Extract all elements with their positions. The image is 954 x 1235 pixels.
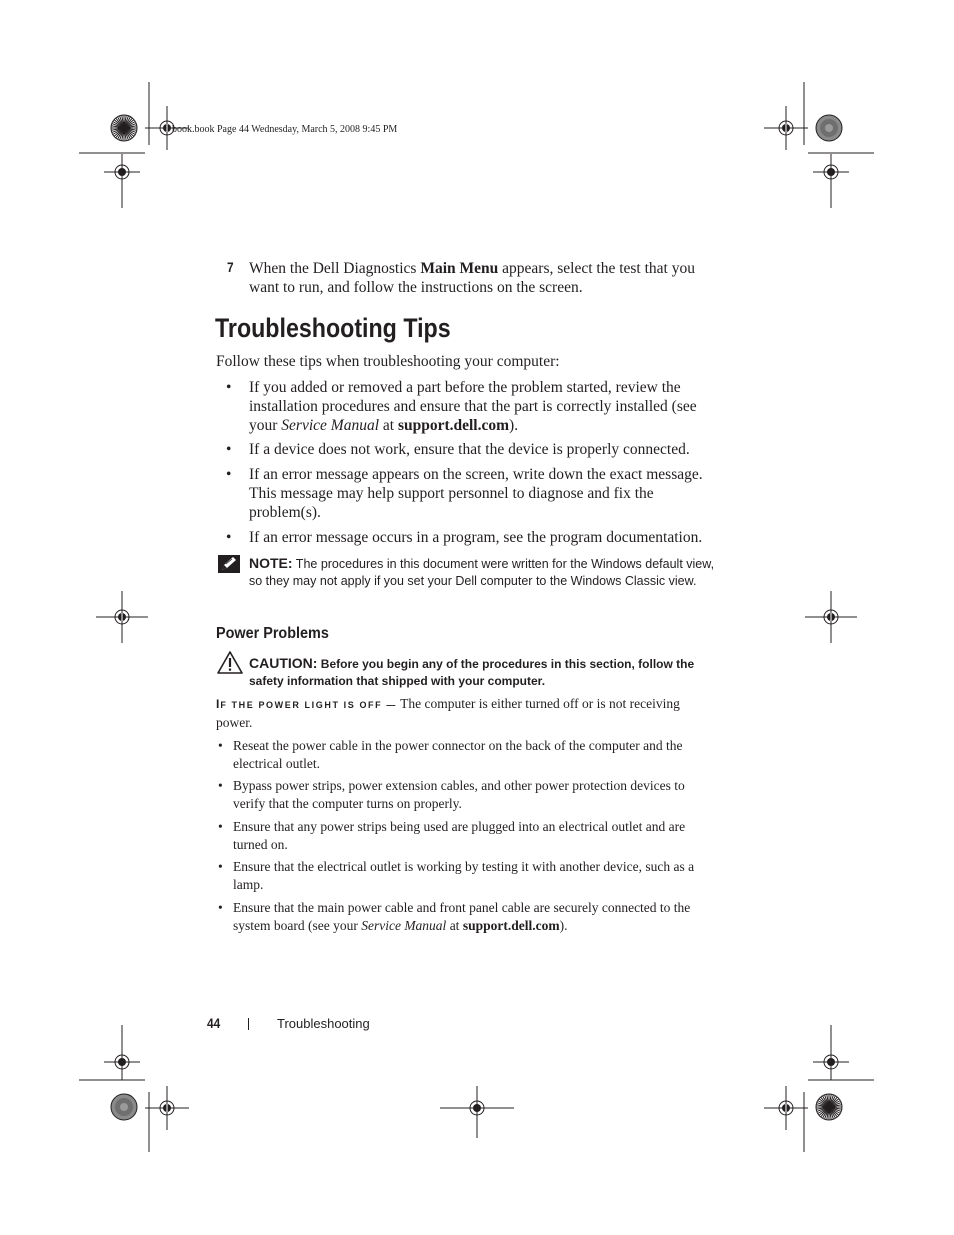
footer-divider (248, 1018, 249, 1030)
main-menu-term: Main Menu (420, 260, 499, 277)
run-in-heading: IF THE POWER LIGHT IS OFF — (216, 697, 397, 711)
caution-callout: CAUTION: Before you begin any of the procedures in this section, follow the safety information that shipped with your computer. (249, 655, 695, 688)
section-intro: Follow these tips when troubleshooting your computer: (216, 353, 560, 370)
support-link: support.dell.com (397, 417, 510, 434)
bullet-marker: • (226, 529, 232, 546)
footer-chapter-title: Troubleshooting (277, 1016, 370, 1031)
page-number: 44 (207, 1015, 221, 1031)
power-light-off-paragraph: IF THE POWER LIGHT IS OFF — The computer is either turned off or is not receiving power. (216, 696, 680, 730)
bullet-marker: • (226, 379, 232, 396)
bullet-marker: • (218, 738, 223, 753)
note-label: NOTE: (249, 555, 293, 571)
bullet-marker: • (226, 466, 232, 483)
caution-label: CAUTION: (249, 655, 318, 671)
note-pencil-icon (218, 555, 240, 578)
bullet-marker: • (226, 441, 232, 458)
bullet-marker: • (218, 778, 223, 793)
running-header: book.book Page 44 Wednesday, March 5, 2008 9:45 PM (172, 124, 398, 135)
step-text: When the Dell Diagnostics Main Menu appears, select the test that you want to run, and follow the instructions on the screen. (249, 260, 695, 296)
support-link: support.dell.com (462, 917, 560, 933)
bullet-marker: • (218, 819, 223, 834)
note-callout: NOTE: The procedures in this document were written for the Windows default view, so they may not apply if you set your Dell computer to the Windows Classic view. (249, 555, 715, 588)
subsection-title: Power Problems (216, 625, 329, 642)
bullet-marker: • (218, 859, 223, 874)
bullet-marker: • (218, 900, 223, 915)
section-title: Troubleshooting Tips (215, 313, 451, 343)
warning-triangle-icon (217, 651, 243, 679)
step-number: 7 (227, 259, 234, 275)
